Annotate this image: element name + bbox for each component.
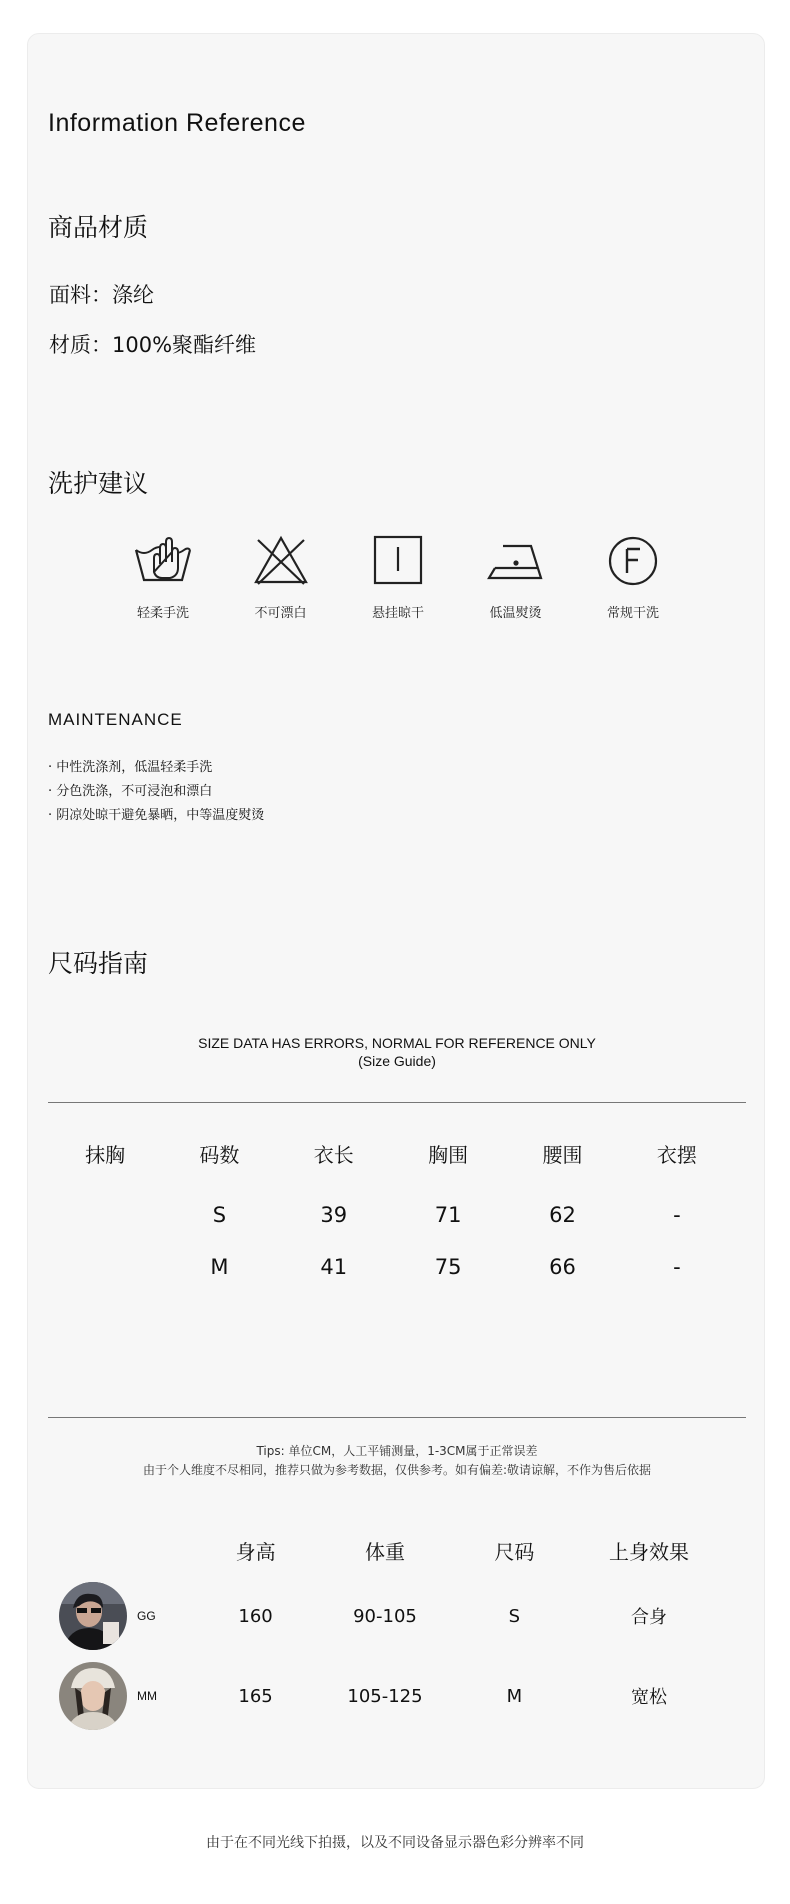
table-cell: 71 [434, 1203, 462, 1227]
column-header: 胸围 [428, 1142, 469, 1167]
care-item-hang-dry [353, 534, 443, 624]
hand-wash-icon [132, 534, 194, 588]
material-heading: 商品材质 [48, 213, 149, 242]
table-cell [48, 1241, 162, 1293]
hang-dry-icon [367, 534, 429, 588]
footer-note: 由于在不同光线下拍摄，以及不同设备显示器色彩分辨率不同 [206, 1835, 584, 1851]
care-label: 低温熨烫 [489, 606, 542, 621]
page-title: Information Reference [48, 109, 306, 137]
care-item-dry-clean [588, 534, 678, 624]
maintenance-line: · 中性洗涤剂，低温轻柔手洗 [48, 756, 264, 780]
dry-clean-f-icon [602, 534, 664, 588]
table-cell: 75 [434, 1255, 462, 1279]
table-cell: M [210, 1255, 229, 1279]
column-header: 身高 [235, 1539, 276, 1564]
avatar [59, 1662, 127, 1730]
table-row [48, 1241, 734, 1293]
fabric-line: 面料：涤纶 [49, 283, 154, 307]
table-cell [48, 1180, 162, 1241]
maintenance-list [48, 756, 264, 828]
avatar-column-header [58, 1524, 210, 1576]
care-label: 轻柔手洗 [136, 606, 189, 621]
column-header: 抹胸 [85, 1142, 126, 1167]
care-label: 常规干洗 [606, 606, 659, 621]
model-name: GG [137, 1609, 156, 1623]
care-item-no-bleach [236, 534, 326, 624]
table-row [48, 1180, 734, 1241]
care-item-low-iron [471, 534, 561, 624]
model-fit: 宽松 [630, 1687, 667, 1708]
column-header: 码数 [199, 1142, 240, 1167]
column-header: 尺码 [494, 1539, 535, 1564]
divider-bottom [48, 1417, 746, 1418]
model-size: M [506, 1685, 523, 1707]
care-item-hand-wash [118, 534, 208, 624]
size-table [48, 1126, 734, 1293]
table-cell: 41 [320, 1255, 348, 1279]
column-header: 腰围 [542, 1142, 583, 1167]
model-table [58, 1524, 738, 1736]
model-size: S [508, 1605, 521, 1627]
table-cell: 39 [320, 1203, 348, 1227]
maintenance-heading: MAINTENANCE [48, 710, 183, 729]
model-row [58, 1576, 738, 1656]
tips [28, 1442, 766, 1480]
table-cell: 66 [549, 1255, 576, 1279]
model-weight: 105-125 [347, 1685, 423, 1707]
model-name: MM [137, 1689, 157, 1703]
model-height: 160 [238, 1605, 273, 1627]
table-cell: - [673, 1203, 681, 1227]
low-iron-icon [485, 534, 547, 588]
column-header: 体重 [364, 1539, 405, 1564]
model-row [58, 1656, 738, 1736]
composition-line: 材质：100%聚酯纤维 [49, 333, 257, 357]
table-cell: - [673, 1255, 681, 1279]
model-weight: 90-105 [353, 1605, 417, 1627]
tips-line2: 由于个人维度不尽相同，推荐只做为参考数据，仅供参考。如有偏差:敬请谅解，不作为售后依据 [142, 1463, 652, 1477]
avatar [59, 1582, 127, 1650]
column-header: 上身效果 [608, 1539, 689, 1564]
no-bleach-icon [250, 534, 312, 588]
table-cell: S [212, 1203, 227, 1227]
column-header: 衣长 [313, 1142, 354, 1167]
model-identity [58, 1656, 210, 1736]
size-note-line1: SIZE DATA HAS ERRORS, NORMAL FOR REFERENCE ONLY [198, 1035, 596, 1051]
size-note-line2: (Size Guide) [358, 1053, 436, 1069]
care-icons-row [118, 534, 678, 624]
model-identity [58, 1576, 210, 1656]
model-height: 165 [238, 1685, 273, 1707]
info-card [27, 33, 765, 1789]
table-cell: 62 [549, 1203, 576, 1227]
divider-top [48, 1102, 746, 1103]
model-table-header [58, 1524, 738, 1576]
size-guide-heading: 尺码指南 [48, 949, 149, 978]
care-heading: 洗护建议 [48, 469, 149, 498]
maintenance-line: · 分色洗涤，不可浸泡和漂白 [48, 780, 264, 804]
size-note [28, 1034, 766, 1070]
size-table-header [48, 1126, 734, 1180]
column-header: 衣摆 [656, 1142, 697, 1167]
maintenance-line: · 阴凉处晾干避免暴晒，中等温度熨烫 [48, 804, 264, 828]
care-label: 不可漂白 [254, 606, 307, 621]
tips-line1: Tips: 单位CM，人工平铺测量，1-3CM属于正常误差 [256, 1444, 538, 1458]
care-label: 悬挂晾干 [371, 606, 424, 621]
model-fit: 合身 [630, 1607, 667, 1628]
